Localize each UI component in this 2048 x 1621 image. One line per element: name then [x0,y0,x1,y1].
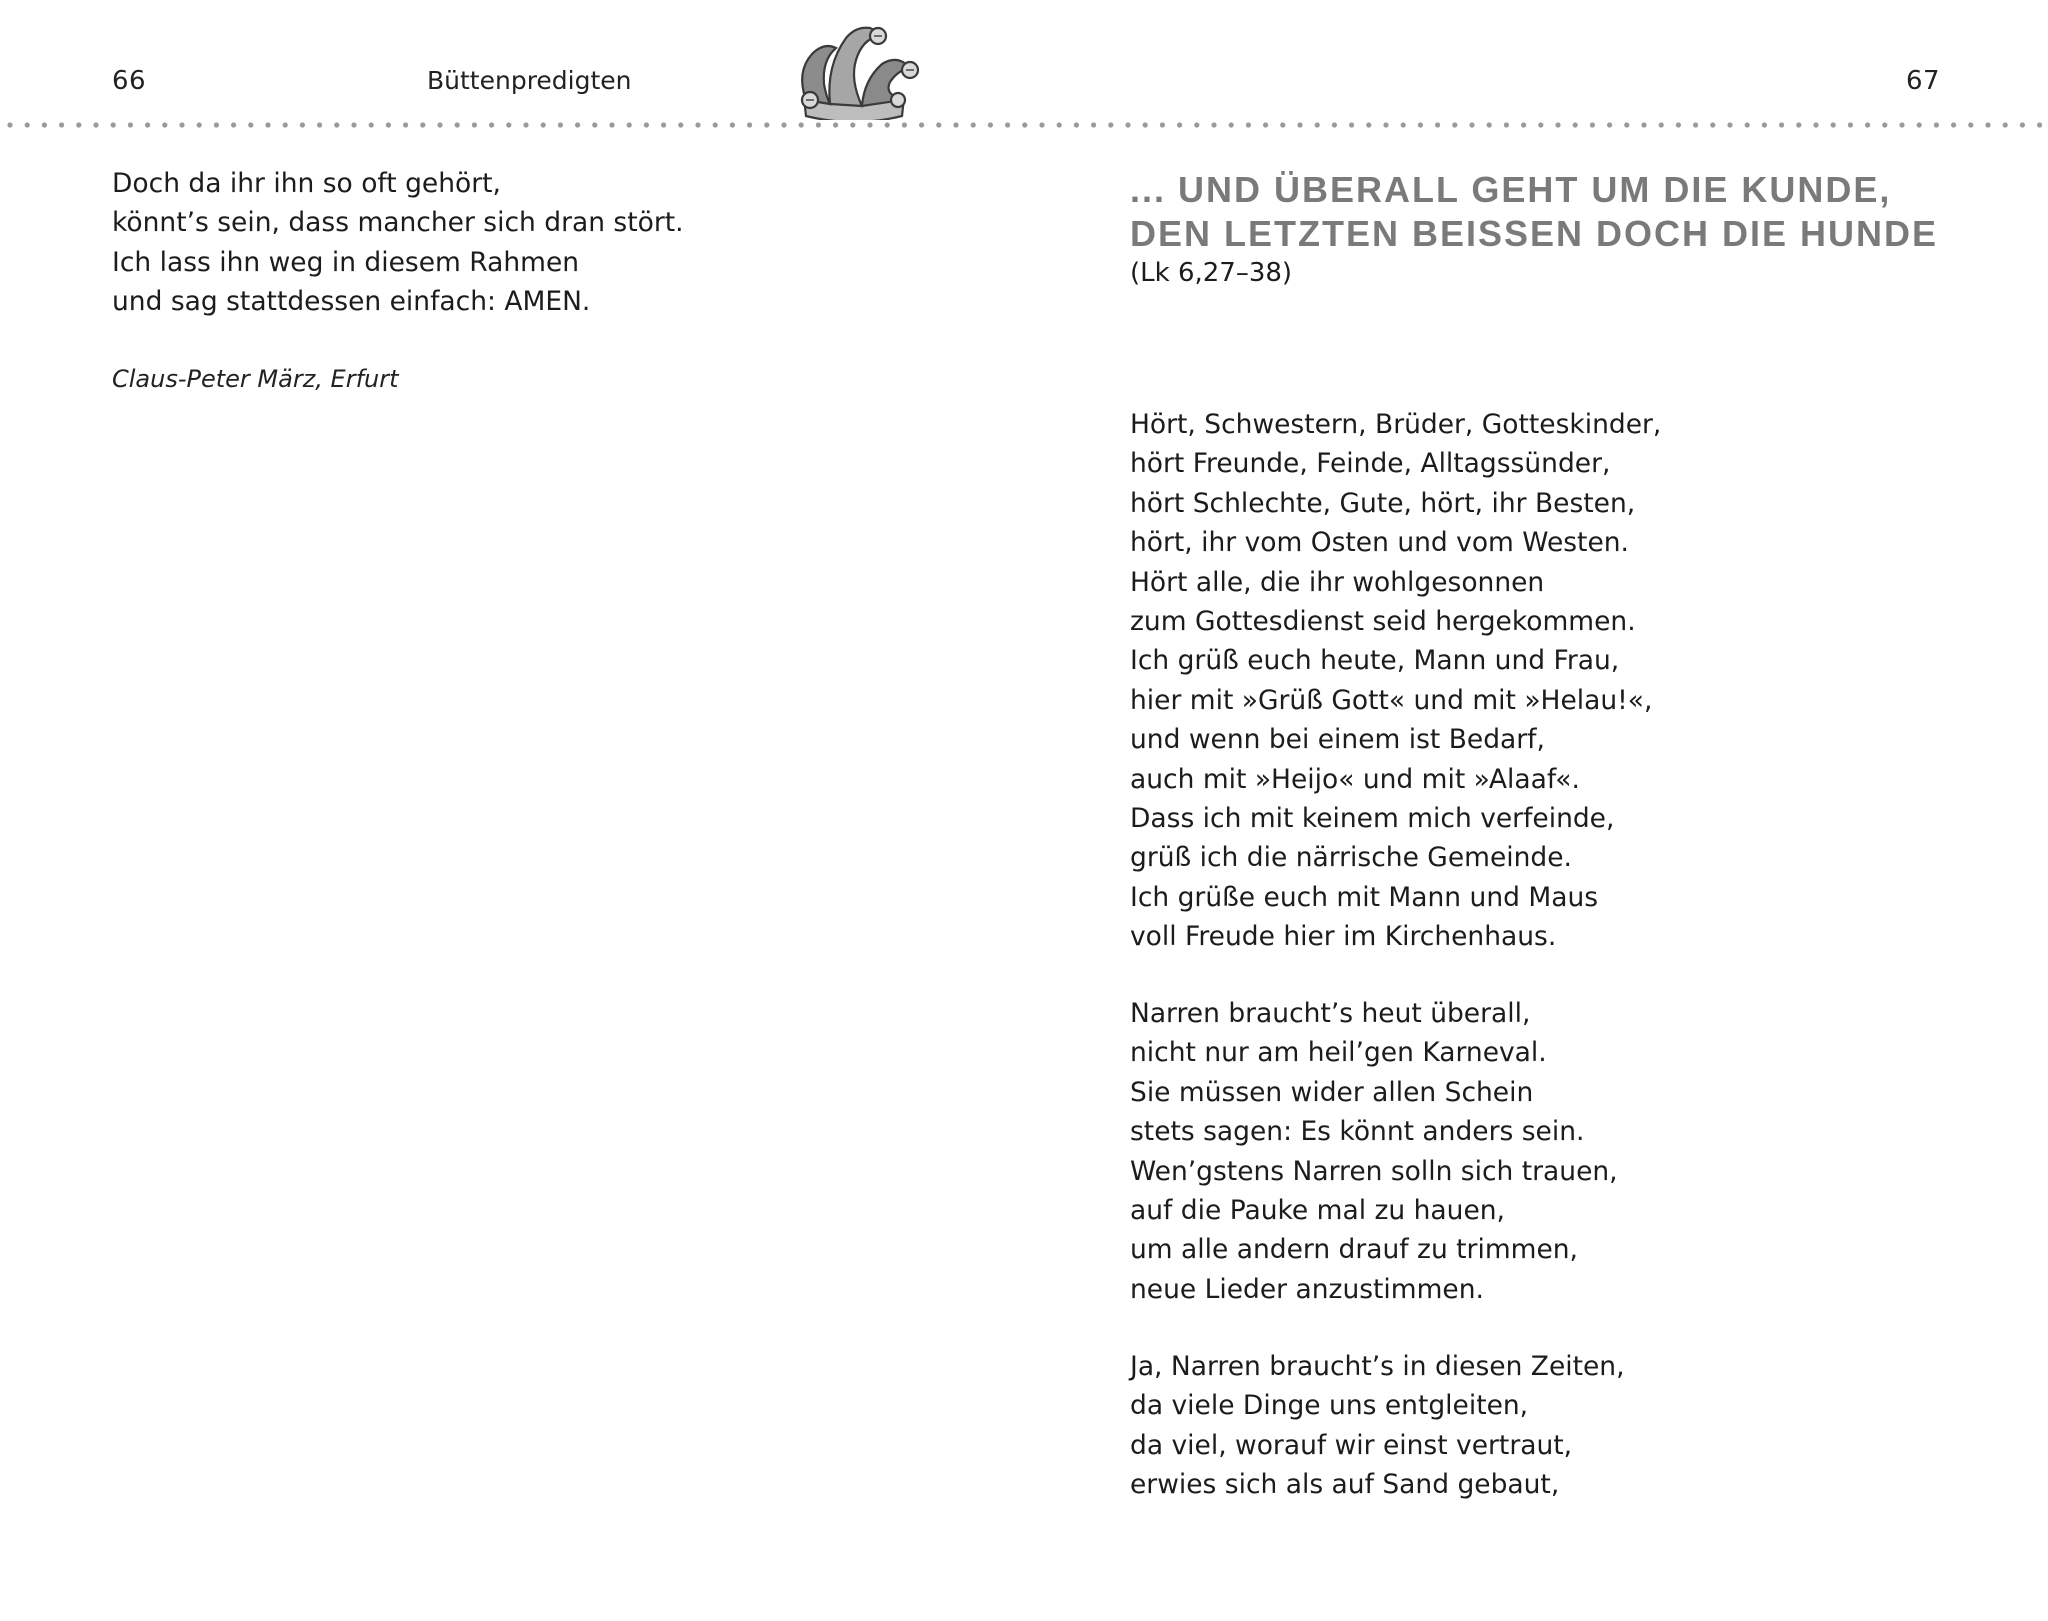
divider-dot [1521,122,1526,127]
divider-dot [1693,122,1698,127]
sermon-title-line-2: DEN LETZTEN BEISSEN DOCH DIE HUNDE [1130,213,1939,254]
divider-dot [1641,122,1646,127]
divider-dot [317,122,322,127]
divider-dot [936,122,941,127]
verse-line: und sag stattdessen einfach: AMEN. [112,286,591,318]
divider-dot [541,122,546,127]
verse-line: neue Lieder anzustimmen. [1130,1273,1484,1305]
divider-dot [1590,122,1595,127]
verse-line: hört Freunde, Feinde, Alltagssünder, [1130,448,1611,480]
divider-dot [850,122,855,127]
sermon-title [1130,168,1938,256]
divider-dot [1091,122,1096,127]
verse-line: Narren braucht’s heut überall, [1130,998,1531,1029]
verse-line: stets sagen: Es könnt anders sein. [1130,1116,1585,1148]
divider-dot [1813,122,1818,127]
divider-dot [1452,122,1457,127]
divider-dot [902,122,907,127]
divider-dot [455,122,460,127]
divider-dot [781,122,786,127]
divider-dot [1143,122,1148,127]
verse-line: hier mit »Grüß Gott« und mit »Helau!«, [1130,684,1653,716]
verse-line: hört, ihr vom Osten und vom Westen. [1130,527,1629,559]
divider-dot [59,122,64,127]
divider-dot [867,122,872,127]
divider-dot [506,122,511,127]
divider-dot [1469,122,1474,127]
divider-dot [300,122,305,127]
stanza-1 [1130,405,1661,957]
divider-dot [437,122,442,127]
divider-dot [1108,122,1113,127]
divider-dot [248,122,253,127]
divider-dot [111,122,116,127]
verse-line: Wen’gstens Narren solln sich trauen, [1130,1155,1618,1187]
verse-line: zum Gottesdienst seid hergekommen. [1130,606,1636,638]
verse-line: Ich lass ihn weg in diesem Rahmen [112,246,580,278]
divider-dot [1555,122,1560,127]
bible-reference: (Lk 6,27–38) [1130,258,1293,288]
divider-dot [1538,122,1543,127]
divider-dot [1951,122,1956,127]
stanza-3 [1130,1347,1625,1505]
divider-dot [1504,122,1509,127]
divider-dot [833,122,838,127]
divider-dot [93,122,98,127]
divider-dot [145,122,150,127]
divider-dot [1057,122,1062,127]
divider-dot [1762,122,1767,127]
divider-dot [764,122,769,127]
divider-dot [1882,122,1887,127]
stanza-2 [1130,994,1618,1309]
divider-dot [592,122,597,127]
page-number-right: 67 [1906,66,1941,96]
divider-dot [1745,122,1750,127]
running-title: Büttenpredigten [427,66,632,95]
divider-dot [1659,122,1664,127]
divider-dot [988,122,993,127]
divider-dot [1177,122,1182,127]
verse-line: Ja, Narren braucht’s in diesen Zeiten, [1130,1351,1625,1382]
verse-line: und wenn bei einem ist Bedarf, [1130,724,1545,756]
divider-dot [1917,122,1922,127]
jester-hat-icon [786,20,922,120]
verse-line: auf die Pauke mal zu hauen, [1130,1195,1505,1227]
divider-dot [1418,122,1423,127]
verse-line: Dass ich mit keinem mich verfeinde, [1130,803,1615,835]
divider-dot [231,122,236,127]
divider-dot [1831,122,1836,127]
divider-dot [1366,122,1371,127]
divider-dot [1039,122,1044,127]
verse-line: Ich grüße euch mit Mann und Maus [1130,881,1599,913]
divider-dot [1280,122,1285,127]
verse-line: grüß ich die närrische Gemeinde. [1130,842,1572,874]
divider-dot [1985,122,1990,127]
divider-dot [1710,122,1715,127]
divider-dot [1779,122,1784,127]
verse-line: Sie müssen wider allen Schein [1130,1076,1534,1108]
divider-dot [523,122,528,127]
verse-line: nicht nur am heil’gen Karneval. [1130,1037,1547,1069]
divider-dot [1934,122,1939,127]
verse-line: Ich grüß euch heute, Mann und Frau, [1130,645,1620,677]
verse-line: um alle andern drauf zu trimmen, [1130,1234,1578,1266]
sermon-title-line-1: ... UND ÜBERALL GEHT UM DIE KUNDE, [1130,169,1892,210]
divider-dot [1624,122,1629,127]
divider-dot [575,122,580,127]
divider-dot [403,122,408,127]
divider-dot [953,122,958,127]
divider-dot [1022,122,1027,127]
verse-line: auch mit »Heijo« und mit »Alaaf«. [1130,763,1580,795]
divider-dot [1968,122,1973,127]
divider-dot [351,122,356,127]
divider-dot [1297,122,1302,127]
divider-dot [678,122,683,127]
divider-dot [1865,122,1870,127]
divider-dot [558,122,563,127]
divider-dot [1194,122,1199,127]
divider-dot [1160,122,1165,127]
divider-dot [1573,122,1578,127]
verse-line: hört Schlechte, Gute, hört, ihr Besten, [1130,487,1636,519]
divider-dot [7,122,12,127]
divider-dot [1401,122,1406,127]
divider-dot [179,122,184,127]
divider-dot [799,122,804,127]
divider-dot [730,122,735,127]
divider-dot [627,122,632,127]
divider-dot [1848,122,1853,127]
verse-line: könnt’s sein, dass mancher sich dran stört. [112,207,684,239]
divider-dot [76,122,81,127]
left-stanza [112,164,684,322]
divider-dot [1383,122,1388,127]
divider-dot [1435,122,1440,127]
divider-dot [1332,122,1337,127]
divider-dot [42,122,47,127]
divider-dot [1074,122,1079,127]
divider-dot [1263,122,1268,127]
verse-line: Hört alle, die ihr wohlgesonnen [1130,566,1545,598]
divider-dot [1796,122,1801,127]
divider-dot [1727,122,1732,127]
divider-dot [1211,122,1216,127]
divider-dot [128,122,133,127]
divider-dot [816,122,821,127]
divider-dot [162,122,167,127]
divider-dot [420,122,425,127]
divider-dot [2003,122,2008,127]
divider-dot [713,122,718,127]
divider-dot [1899,122,1904,127]
verse-line: Doch da ihr ihn so oft gehört, [112,168,501,199]
divider-dot [644,122,649,127]
divider-dot [265,122,270,127]
divider-dot [971,122,976,127]
page-number-left: 66 [112,66,147,96]
divider-dot [1125,122,1130,127]
divider-dot [25,122,30,127]
divider-dot [2037,122,2042,127]
divider-dot [695,122,700,127]
divider-dot [1676,122,1681,127]
divider-dot [1246,122,1251,127]
divider-dot [885,122,890,127]
divider-dot [1607,122,1612,127]
verse-line: da viel, worauf wir einst vertraut, [1130,1429,1573,1461]
divider-dot [1349,122,1354,127]
divider-dot [369,122,374,127]
divider-dot [214,122,219,127]
divider-dot [661,122,666,127]
divider-dot [1005,122,1010,127]
divider-dot [2020,122,2025,127]
verse-line: da viele Dinge uns entgleiten, [1130,1390,1529,1422]
dotted-divider [0,120,2048,130]
author-credit: Claus-Peter März, Erfurt [112,365,399,393]
divider-dot [747,122,752,127]
divider-dot [334,122,339,127]
divider-dot [472,122,477,127]
divider-dot [283,122,288,127]
divider-dot [1229,122,1234,127]
verse-line: voll Freude hier im Kirchenhaus. [1130,921,1557,953]
divider-dot [609,122,614,127]
divider-dot [1487,122,1492,127]
divider-dot [386,122,391,127]
divider-dot [919,122,924,127]
divider-dot [197,122,202,127]
verse-line: Hört, Schwestern, Brüder, Gotteskinder, [1130,409,1662,440]
divider-dot [1315,122,1320,127]
verse-line: erwies sich als auf Sand gebaut, [1130,1469,1560,1501]
divider-dot [489,122,494,127]
